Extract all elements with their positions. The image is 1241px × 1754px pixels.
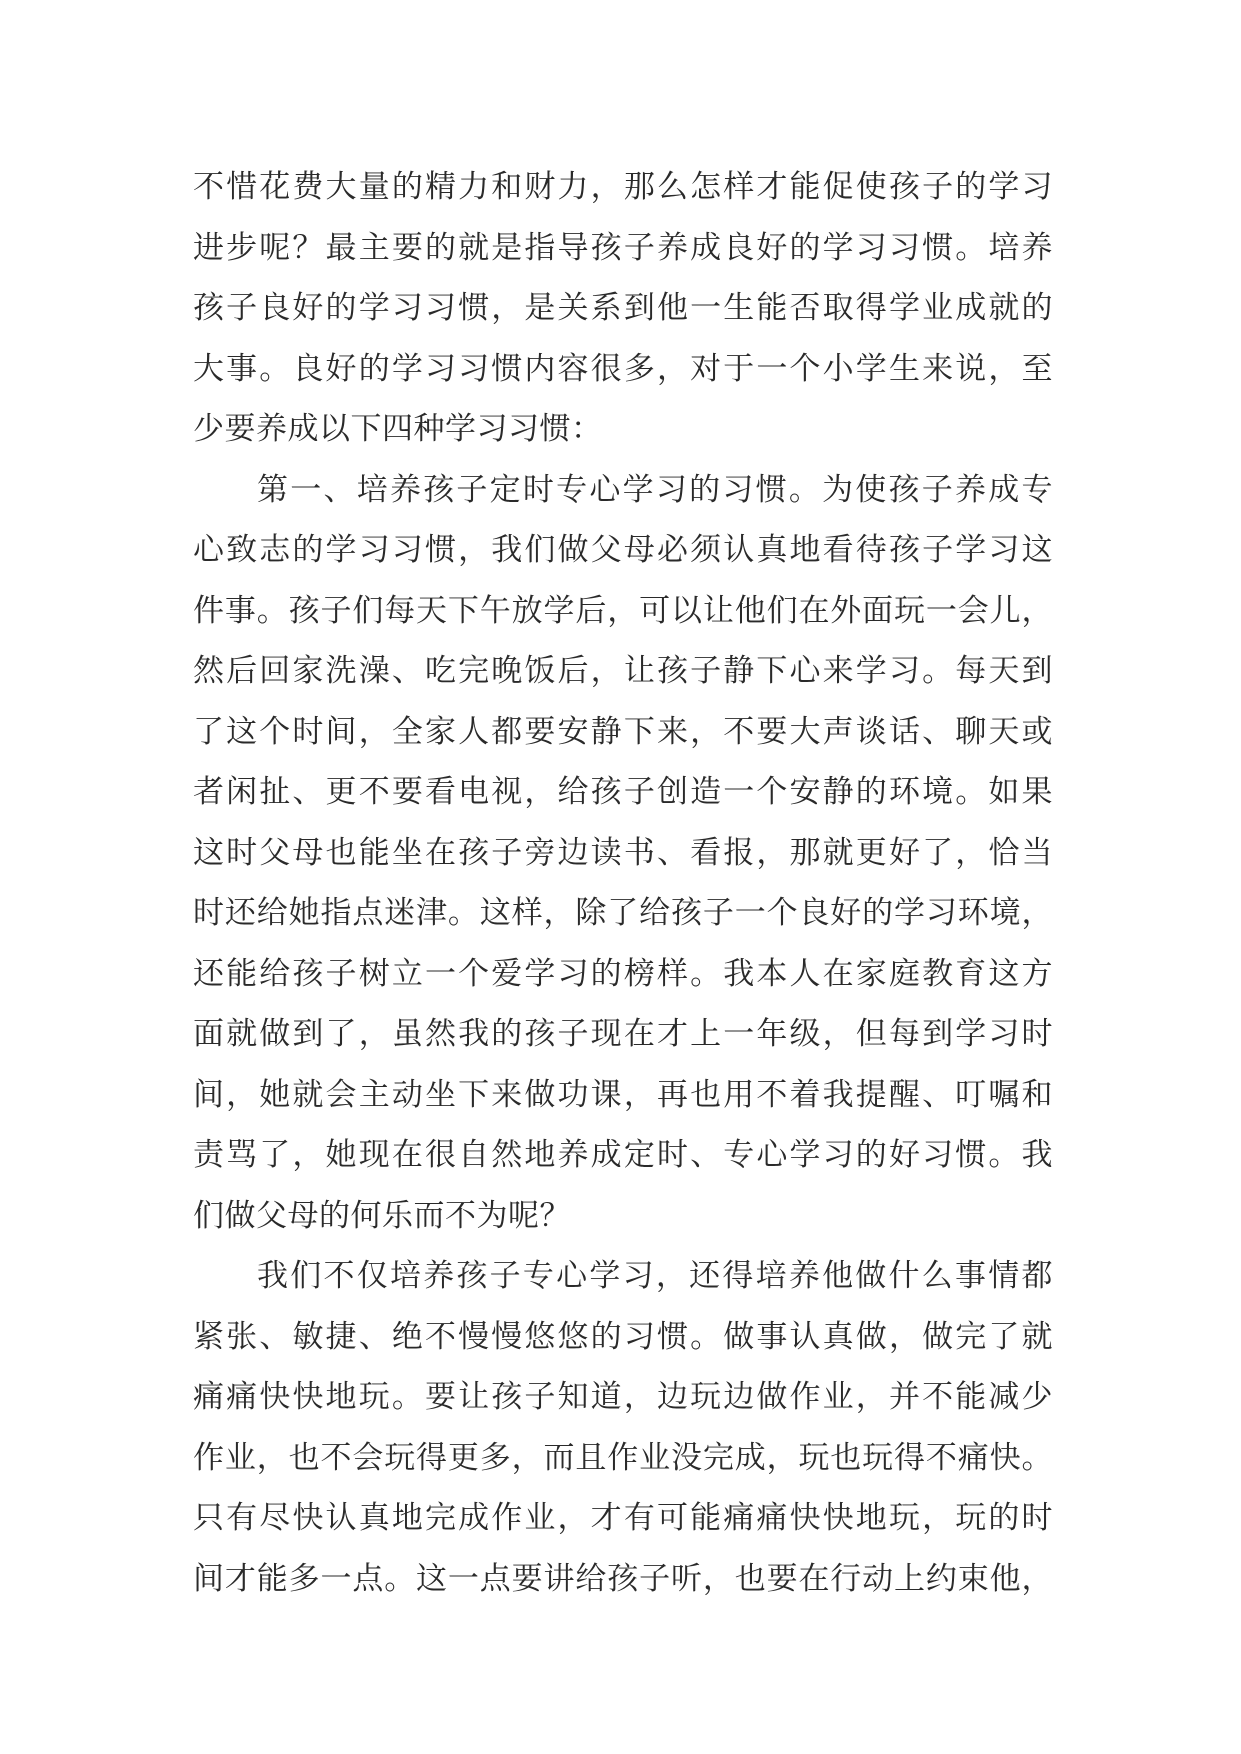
text-line: 紧张、敏捷、绝不慢慢悠悠的习惯。做事认真做，做完了就 bbox=[193, 1318, 1053, 1355]
text-line: 进步呢？最主要的就是指导孩子养成良好的学习习惯。培养 bbox=[193, 229, 1053, 266]
text-line: 作业，也不会玩得更多，而且作业没完成，玩也玩得不痛快。 bbox=[193, 1439, 1053, 1476]
text-line: 这时父母也能坐在孩子旁边读书、看报，那就更好了，恰当 bbox=[193, 834, 1053, 871]
text-line: 只有尽快认真地完成作业，才有可能痛痛快快地玩，玩的时 bbox=[193, 1500, 1053, 1536]
body-text bbox=[193, 157, 1053, 1609]
text-line: 们做父母的何乐而不为呢？ bbox=[193, 1197, 571, 1234]
text-line: 了这个时间，全家人都要安静下来，不要大声谈话、聊天或 bbox=[193, 713, 1053, 750]
paragraph-1 bbox=[193, 157, 1053, 460]
text-line: 不惜花费大量的精力和财力，那么怎样才能促使孩子的学习 bbox=[193, 169, 1053, 205]
text-line: 我们不仅培养孩子专心学习，还得培养他做什么事情都 bbox=[257, 1258, 1053, 1294]
text-line: 还能给孩子树立一个爱学习的榜样。我本人在家庭教育这方 bbox=[193, 955, 1053, 992]
text-line: 面就做到了，虽然我的孩子现在才上一年级，但每到学习时 bbox=[193, 1016, 1053, 1052]
text-line: 间才能多一点。这一点要讲给孩子听，也要在行动上约束他， bbox=[193, 1560, 1053, 1597]
text-line: 少要养成以下四种学习习惯： bbox=[193, 411, 603, 447]
paragraph-3 bbox=[193, 1246, 1053, 1609]
text-line: 痛痛快快地玩。要让孩子知道，边玩边做作业，并不能减少 bbox=[193, 1379, 1053, 1415]
text-line: 者闲扯、更不要看电视，给孩子创造一个安静的环境。如果 bbox=[193, 774, 1053, 810]
text-line: 责骂了，她现在很自然地养成定时、专心学习的好习惯。我 bbox=[193, 1137, 1053, 1173]
text-line: 然后回家洗澡、吃完晚饭后，让孩子静下心来学习。每天到 bbox=[193, 653, 1053, 689]
text-line: 第一、培养孩子定时专心学习的习惯。为使孩子养成专 bbox=[257, 471, 1053, 508]
text-line: 时还给她指点迷津。这样，除了给孩子一个良好的学习环境， bbox=[193, 895, 1053, 931]
paragraph-2 bbox=[193, 460, 1053, 1247]
text-line: 间，她就会主动坐下来做功课，再也用不着我提醒、叮嘱和 bbox=[193, 1076, 1053, 1113]
text-line: 大事。良好的学习习惯内容很多，对于一个小学生来说，至 bbox=[193, 350, 1053, 387]
text-line: 心致志的学习习惯，我们做父母必须认真地看待孩子学习这 bbox=[193, 532, 1053, 568]
text-line: 孩子良好的学习习惯，是关系到他一生能否取得学业成就的 bbox=[193, 290, 1053, 326]
text-line: 件事。孩子们每天下午放学后，可以让他们在外面玩一会儿， bbox=[193, 592, 1053, 629]
